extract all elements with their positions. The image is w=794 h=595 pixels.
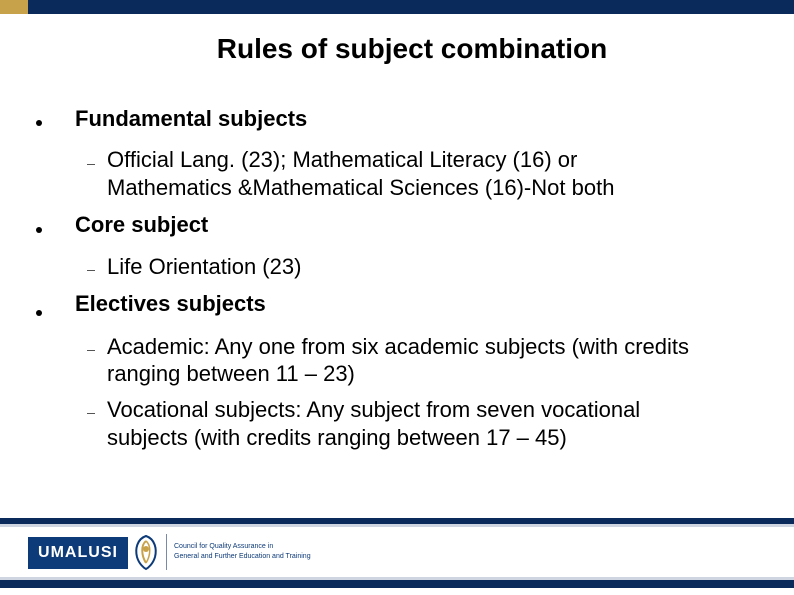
- umalusi-logo: UMALUSI: [28, 537, 128, 569]
- section-heading-core: Core subject: [75, 212, 209, 237]
- tagline-line-2: General and Further Education and Training: [174, 553, 311, 560]
- dash-icon: [87, 164, 95, 165]
- section-heading-fundamental: Fundamental subjects: [75, 106, 308, 131]
- bullet-icon: [36, 120, 42, 126]
- footer-top-shade: [0, 524, 794, 527]
- section-heading-electives: Electives subjects: [75, 291, 266, 316]
- list-item-line: Vocational subjects: Any subject from seven vocational: [107, 397, 641, 422]
- tagline-line-1: Council for Quality Assurance in: [174, 543, 274, 550]
- list-item-line: Mathematics &Mathematical Sciences (16)-Not both: [107, 175, 615, 200]
- dash-icon: [87, 270, 95, 271]
- list-item-line: Life Orientation (23): [107, 254, 302, 279]
- footer-bottom-bar: [0, 580, 794, 588]
- dash-icon: [87, 413, 95, 414]
- list-item-line: subjects (with credits ranging between 17 – 45): [107, 425, 567, 450]
- dash-icon: [87, 350, 95, 351]
- bullet-icon: [36, 310, 42, 316]
- bullet-icon: [36, 227, 42, 233]
- list-item-line: Official Lang. (23); Mathematical Literacy (16) or: [107, 147, 578, 172]
- list-item-line: Academic: Any one from six academic subjects (with credits: [107, 334, 690, 359]
- list-item-line: ranging between 11 – 23): [107, 361, 355, 386]
- logo-divider: [166, 534, 167, 570]
- slide-title: Rules of subject combination: [216, 33, 608, 64]
- emblem-icon: [131, 533, 161, 571]
